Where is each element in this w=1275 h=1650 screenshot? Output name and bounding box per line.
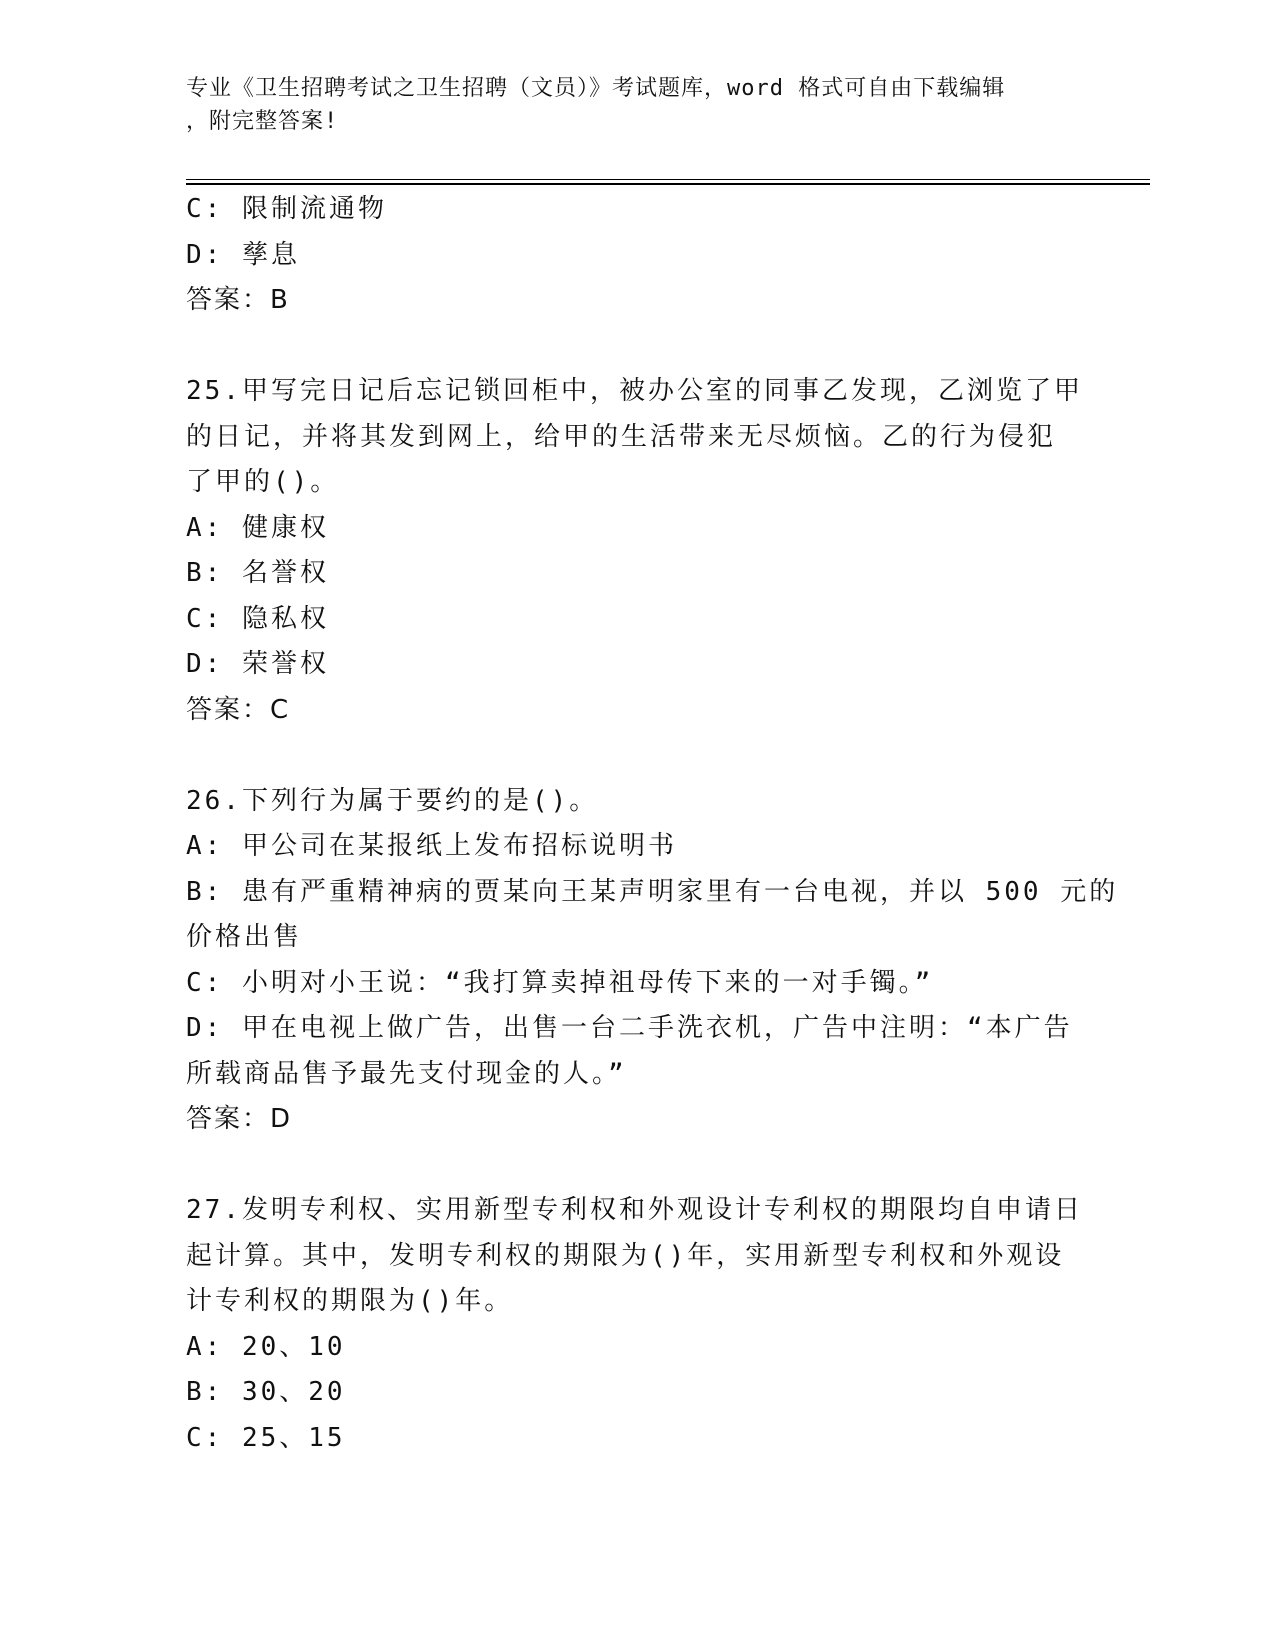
header-divider-thin [186, 179, 1150, 180]
question-stem: 起计算。其中，发明专利权的期限为()年，实用新型专利权和外观设 [186, 1240, 1065, 1271]
question-list [186, 187, 1119, 1461]
question-stem: 27.发明专利权、实用新型专利权和外观设计专利权的期限均自申请日 [186, 1195, 1083, 1225]
answer-text: 答案：C [186, 694, 291, 725]
spacer [186, 1143, 1076, 1189]
option-d: D: 孳息 [186, 239, 300, 270]
answer-text: 答案：D [186, 1104, 293, 1134]
header-title-line1: 专业《卫生招聘考试之卫生招聘（文员）》考试题库，word 格式可自由下载编辑 [186, 76, 1006, 101]
option-d: D: 甲在电视上做广告，出售一台二手洗衣机，广告中注明：“本广告 [186, 1013, 1073, 1043]
option-c: C: 限制流通物 [186, 194, 387, 224]
question-stem: 的日记，并将其发到网上，给甲的生活带来无尽烦恼。乙的行为侵犯 [186, 421, 1057, 452]
answer-text: 答案：B [186, 285, 290, 315]
option-b: B: 30、20 [186, 1377, 346, 1407]
header-divider-thick [186, 183, 1150, 185]
option-c: C: 25、15 [186, 1422, 346, 1453]
question-stem: 25.甲写完日记后忘记锁回柜中，被办公室的同事乙发现，乙浏览了甲 [186, 376, 1083, 406]
option-c: C: 小明对小王说：“我打算卖掉祖母传下来的一对手镯。” [186, 967, 934, 998]
question-26 [186, 779, 1119, 1143]
option-b: B: 患有严重精神病的贾某向王某声明家里有一台电视，并以 500 元的 [186, 876, 1119, 907]
option-a: A: 健康权 [186, 512, 329, 543]
question-24 [186, 187, 1076, 324]
question-stem: 了甲的()。 [186, 467, 340, 497]
option-c: C: 隐私权 [186, 603, 329, 634]
question-stem: 计专利权的期限为()年。 [186, 1286, 514, 1316]
question-25 [186, 369, 1083, 733]
document-header [186, 72, 1066, 138]
spacer [186, 324, 1076, 370]
option-b-continued: 价格出售 [186, 922, 303, 952]
option-b: B: 名誉权 [186, 558, 329, 588]
option-d: D: 荣誉权 [186, 649, 329, 679]
question-stem: 26.下列行为属于要约的是()。 [186, 785, 599, 816]
option-d-continued: 所载商品售予最先支付现金的人。” [186, 1058, 627, 1089]
option-a: A: 甲公司在某报纸上发布招标说明书 [186, 831, 677, 861]
question-27 [186, 1188, 1083, 1461]
header-title-line2: ，附完整答案! [186, 109, 339, 134]
spacer [186, 733, 1076, 779]
option-a: A: 20、10 [186, 1331, 346, 1362]
